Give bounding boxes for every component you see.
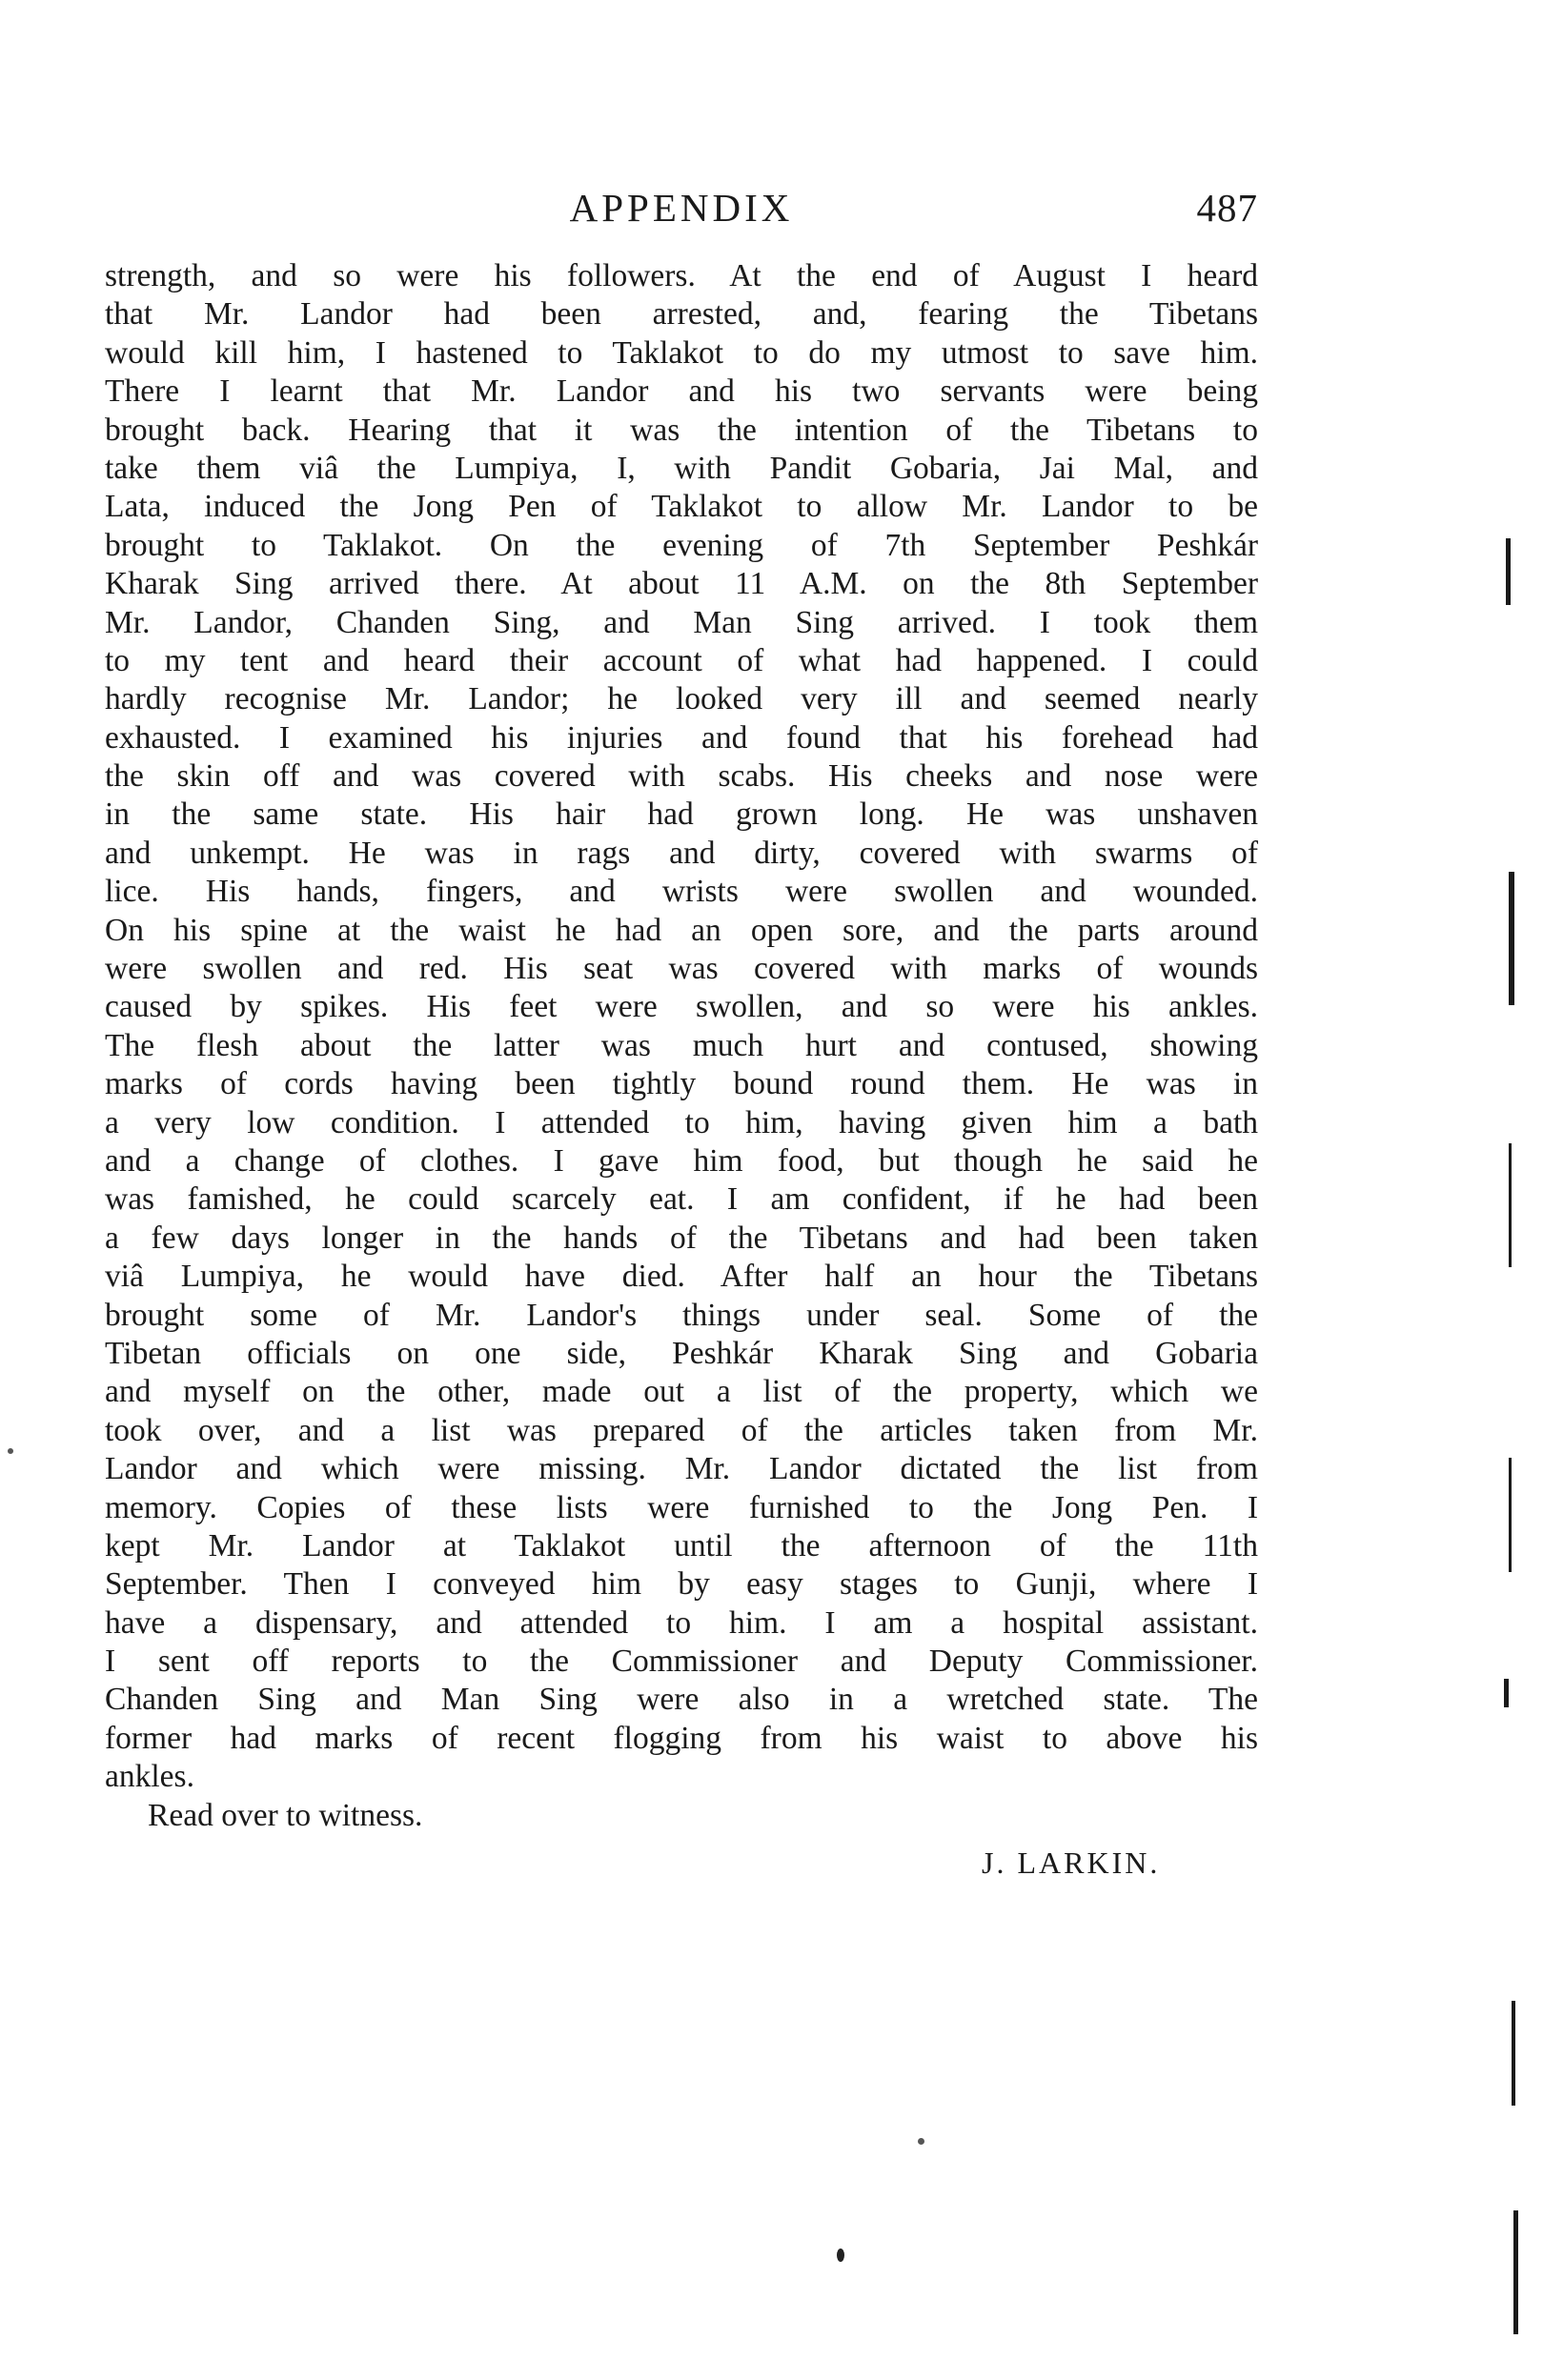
page-number: 487 [1196, 186, 1258, 230]
text-line: took over, and a list was prepared of the articles taken from Mr. [105, 1412, 1258, 1448]
scan-speck [837, 2249, 844, 2262]
text-line: would kill him, I hastened to Taklakot to do my utmost to save him. [105, 334, 1258, 371]
signature: J. LARKIN. [982, 1846, 1161, 1880]
margin-scan-mark [1509, 872, 1514, 1005]
page-header [105, 179, 1258, 236]
text-line: There I learnt that Mr. Landor and his two servants were being [105, 373, 1258, 410]
running-title: APPENDIX [569, 186, 794, 230]
text-line: and a change of clothes. I gave him food, but though he said he [105, 1142, 1258, 1179]
text-line: marks of cords having been tightly bound round them. He was in [105, 1066, 1258, 1102]
text-line: a few days longer in the hands of the Tibetans and had been taken [105, 1220, 1258, 1256]
text-line: viâ Lumpiya, he would have died. After half an hour the Tibetans [105, 1259, 1258, 1295]
text-line: Lata, induced the Jong Pen of Taklakot to allow Mr. Landor to be [105, 489, 1258, 525]
text-line: kept Mr. Landor at Taklakot until the afternoon of the 11th [105, 1527, 1258, 1563]
text-line: ankles. [105, 1759, 194, 1795]
text-line: to my tent and heard their account of what had happened. I could [105, 642, 1258, 678]
text-line: were swollen and red. His seat was covered with marks of wounds [105, 951, 1258, 987]
text-line: and myself on the other, made out a list of the property, which we [105, 1374, 1258, 1410]
text-line: former had marks of recent flogging from his waist to above his [105, 1720, 1258, 1756]
text-line: Mr. Landor, Chanden Sing, and Man Sing arrived. I took them [105, 604, 1258, 640]
text-line: September. Then I conveyed him by easy stages to Gunji, where I [105, 1566, 1258, 1603]
text-line: in the same state. His hair had grown long. He was unshaven [105, 797, 1258, 833]
margin-scan-mark [1504, 1679, 1509, 1707]
scan-speck [8, 1448, 13, 1454]
text-line: Landor and which were missing. Mr. Landor dictated the list from [105, 1451, 1258, 1487]
body-text [105, 257, 1258, 1835]
text-line: brought to Taklakot. On the evening of 7th September Peshkár [105, 527, 1258, 563]
text-line: hardly recognise Mr. Landor; he looked very ill and seemed nearly [105, 681, 1258, 717]
text-line: exhausted. I examined his injuries and found that his forehead had [105, 719, 1258, 756]
text-line: Kharak Sing arrived there. At about 11 A.M. on the 8th September [105, 566, 1258, 602]
text-line: caused by spikes. His feet were swollen, and so were his ankles. [105, 989, 1258, 1025]
text-line: brought some of Mr. Landor's things under seal. Some of the [105, 1297, 1258, 1333]
text-line: that Mr. Landor had been arrested, and, fearing the Tibetans [105, 296, 1258, 333]
text-line: memory. Copies of these lists were furnished to the Jong Pen. I [105, 1489, 1258, 1525]
text-line: and unkempt. He was in rags and dirty, covered with swarms of [105, 835, 1258, 871]
text-line: the skin off and was covered with scabs. His cheeks and nose were [105, 758, 1258, 795]
margin-scan-mark [1512, 2001, 1515, 2106]
margin-scan-mark [1509, 1143, 1512, 1267]
text-line: was famished, he could scarcely eat. I am confident, if he had been [105, 1181, 1258, 1218]
text-line: On his spine at the waist he had an open sore, and the parts around [105, 912, 1258, 948]
text-line: I sent off reports to the Commissioner and Deputy Commissioner. [105, 1644, 1258, 1680]
text-line: have a dispensary, and attended to him. I am a hospital assistant. [105, 1604, 1258, 1641]
text-line: Tibetan officials on one side, Peshkár Kharak Sing and Gobaria [105, 1335, 1258, 1371]
text-line: a very low condition. I attended to him, having given him a bath [105, 1104, 1258, 1140]
text-line: take them viâ the Lumpiya, I, with Pandit Gobaria, Jai Mal, and [105, 450, 1258, 486]
margin-scan-mark [1506, 538, 1511, 605]
text-line: lice. His hands, fingers, and wrists were swollen and wounded. [105, 874, 1258, 910]
closing-line: Read over to witness. [148, 1797, 423, 1833]
margin-scan-mark [1513, 2210, 1518, 2334]
margin-scan-mark [1509, 1458, 1512, 1572]
text-line: The flesh about the latter was much hurt and contused, showing [105, 1027, 1258, 1063]
scan-speck [918, 2138, 924, 2145]
text-line: Chanden Sing and Man Sing were also in a wretched state. The [105, 1682, 1258, 1718]
text-line: strength, and so were his followers. At the end of August I heard [105, 258, 1258, 293]
text-line: brought back. Hearing that it was the intention of the Tibetans to [105, 412, 1258, 448]
